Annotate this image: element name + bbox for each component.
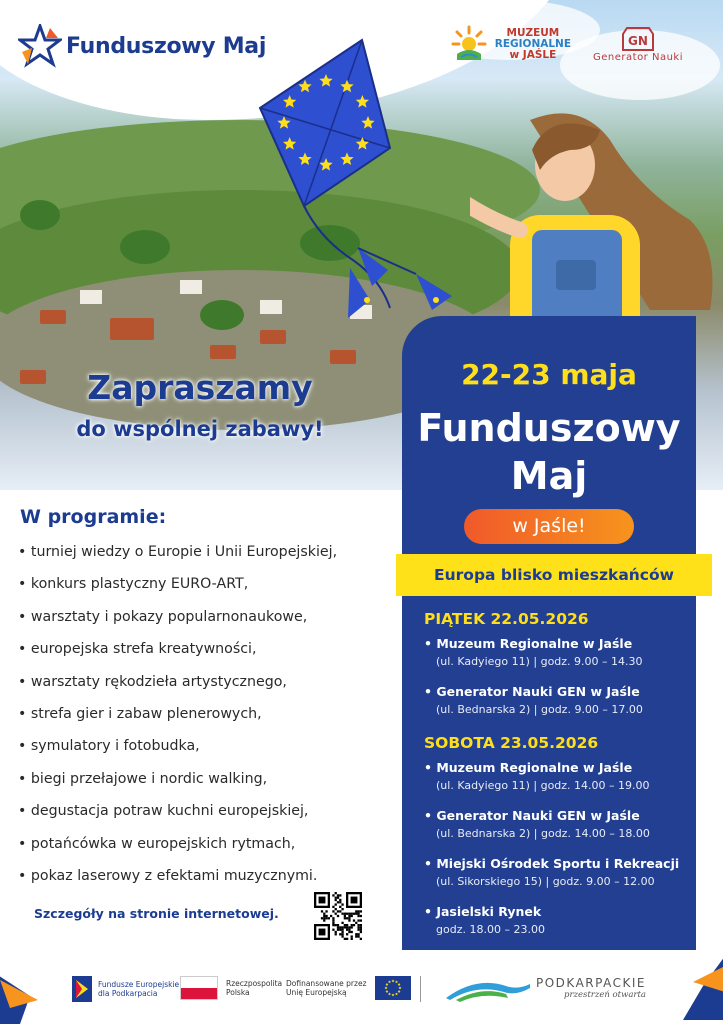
house — [330, 350, 356, 364]
eu-text-line: Dofinansowane przez — [286, 979, 367, 988]
venue-name: • Miejski Ośrodek Sportu i Rekreacji — [424, 856, 694, 871]
program-item: • turniej wiedzy o Europie i Unii Europejskiej, — [18, 542, 337, 574]
program-item: • symulatory i fotobudka, — [18, 736, 337, 768]
fe-text-line: dla Podkarpacia — [98, 989, 158, 998]
church — [110, 318, 154, 340]
venue-name: • Jasielski Rynek — [424, 904, 694, 919]
event-place-badge: w Jaśle! — [464, 509, 634, 544]
rzeczpospolita-logo — [180, 976, 282, 1000]
museum-name-line: MUZEUM — [506, 26, 560, 39]
museum-name-line: w JAŚLE — [509, 48, 557, 61]
program-item: • pokaz laserowy z efektami muzycznymi. — [18, 866, 337, 898]
house — [40, 310, 66, 324]
corner-wave-icon — [673, 956, 723, 1020]
rp-text-line: Polska — [226, 988, 250, 997]
brand-name: Funduszowy Maj — [66, 33, 267, 59]
tree — [20, 200, 60, 230]
venue-name: • Muzeum Regionalne w Jaśle — [424, 636, 694, 651]
venue-details: (ul. Sikorskiego 15) | godz. 9.00 – 12.00 — [436, 875, 655, 888]
footer-logos — [0, 950, 723, 1024]
podkarpackie-mark-icon — [446, 974, 530, 1002]
corner-wave-icon — [0, 960, 50, 1024]
program-item: • warsztaty i pokazy popularnonaukowe, — [18, 607, 337, 639]
venue-item — [424, 904, 694, 936]
venue-details: (ul. Bednarska 2) | godz. 9.00 – 17.00 — [436, 703, 643, 716]
venue-name: • Muzeum Regionalne w Jaśle — [424, 760, 694, 775]
invite-subtitle: do wspólnej zabawy! — [76, 417, 324, 441]
brand-logo — [18, 24, 266, 68]
generator-mark-letters: GN — [628, 33, 648, 48]
museum-name — [495, 28, 571, 61]
program-list — [18, 542, 337, 898]
polish-flag-icon — [180, 976, 218, 1000]
event-title-line: Maj — [510, 454, 588, 498]
program-item: • europejska strefa kreatywności, — [18, 639, 337, 671]
fe-mark-icon — [72, 976, 92, 1002]
eu-text — [286, 979, 367, 997]
program-item: • strefa gier i zabaw plenerowych, — [18, 704, 337, 736]
event-title-line: Funduszowy — [417, 406, 681, 450]
invite-title: Zapraszamy — [87, 368, 313, 407]
day-label: PIĄTEK 22.05.2026 — [424, 610, 589, 628]
event-panel — [402, 316, 696, 950]
house — [180, 280, 202, 294]
rp-text — [226, 979, 282, 997]
fe-text-line: Fundusze Europejskie — [98, 980, 180, 989]
podkarpackie-name: PODKARPACKIE — [536, 976, 646, 990]
fundusze-europejskie-logo — [72, 976, 179, 1002]
eu-text-line: Unię Europejską — [286, 988, 347, 997]
program-item: • warsztaty rękodzieła artystycznego, — [18, 672, 337, 704]
venue-name: • Generator Nauki GEN w Jaśle — [424, 684, 694, 699]
invitation — [20, 368, 380, 441]
podkarpackie-tagline: przestrzeń otwarta — [564, 990, 646, 1000]
venue-details: (ul. Bednarska 2) | godz. 14.00 – 18.00 — [436, 827, 650, 840]
event-dates: 22-23 maja — [461, 358, 637, 391]
venue-details: (ul. Kadyiego 11) | godz. 14.00 – 19.00 — [436, 779, 650, 792]
venue-details: (ul. Kadyiego 11) | godz. 9.00 – 14.30 — [436, 655, 643, 668]
qr-code[interactable] — [314, 892, 362, 940]
event-title — [402, 404, 696, 500]
podkarpackie-text — [536, 976, 646, 1000]
details-note: Szczegóły na stronie internetowej. — [34, 906, 279, 921]
museum-name-line: REGIONALNE — [494, 37, 572, 50]
venue-item — [424, 760, 694, 792]
venue-item — [424, 636, 694, 668]
venue-item — [424, 856, 694, 888]
program-heading: W programie: — [20, 506, 167, 528]
program-item: • konkurs plastyczny EURO-ART, — [18, 574, 337, 606]
podkarpackie-logo — [446, 974, 646, 1002]
program-item: • potańcówka w europejskich rytmach, — [18, 834, 337, 866]
day-label: SOBOTA 23.05.2026 — [424, 734, 599, 752]
eu-logo — [286, 976, 411, 1000]
eu-kite-illustration — [240, 38, 490, 338]
program-section — [0, 490, 402, 950]
tree — [200, 300, 244, 330]
venue-item — [424, 684, 694, 716]
star-icon — [18, 24, 62, 68]
generator-nauki-logo — [593, 26, 683, 63]
tree — [120, 230, 170, 264]
venue-name: • Generator Nauki GEN w Jaśle — [424, 808, 694, 823]
footer-divider — [420, 976, 421, 1002]
house — [210, 345, 236, 359]
house — [80, 290, 102, 304]
program-item: • biegi przełajowe i nordic walking, — [18, 769, 337, 801]
event-slogan: Europa blisko mieszkańców — [396, 554, 712, 596]
rp-text-line: Rzeczpospolita — [226, 979, 283, 988]
fe-text — [98, 980, 179, 998]
generator-name: Generator Nauki — [593, 51, 683, 63]
program-item: • degustacja potraw kuchni europejskiej, — [18, 801, 337, 833]
eu-flag-icon — [375, 976, 411, 1000]
venue-item — [424, 808, 694, 840]
generator-mark-icon — [621, 26, 655, 52]
venue-details: godz. 18.00 – 23.00 — [436, 923, 545, 936]
